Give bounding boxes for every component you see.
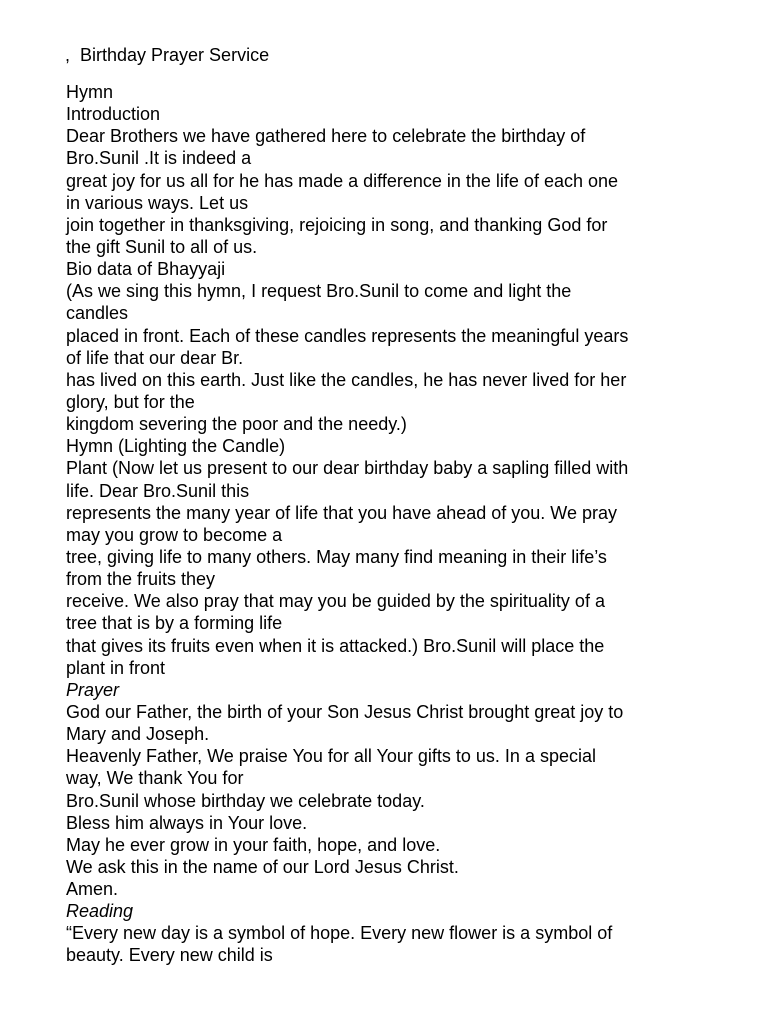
text-line: (As we sing this hymn, I request Bro.Sunil to come and light the — [66, 281, 572, 302]
text-line: God our Father, the birth of your Son Jesus Christ brought great joy to — [66, 701, 624, 722]
text-line: Bro.Sunil whose birthday we celebrate today. — [66, 790, 425, 811]
text-line: way, We thank You for — [66, 768, 244, 789]
text-line: may you grow to become a — [66, 524, 283, 545]
text-line: Hymn (Lighting the Candle) — [66, 436, 286, 457]
text-line: has lived on this earth. Just like the candles, he has never lived for her — [66, 369, 627, 390]
text-line: receive. We also pray that may you be guided by the spirituality of a — [66, 591, 605, 612]
text-line: life. Dear Bro.Sunil this — [66, 480, 250, 501]
text-line: kingdom severing the poor and the needy.) — [66, 414, 407, 435]
text-line: from the fruits they — [66, 569, 216, 590]
text-line: Bio data of Bhayyaji — [66, 259, 226, 280]
text-line: great joy for us all for he has made a difference in the life of each one — [66, 170, 619, 191]
text-line: the gift Sunil to all of us. — [66, 236, 258, 257]
text-line: We ask this in the name of our Lord Jesus Christ. — [66, 856, 459, 877]
text-line: May he ever grow in your faith, hope, and love. — [66, 834, 441, 855]
text-line: “Every new day is a symbol of hope. Every new flower is a symbol of — [66, 923, 613, 944]
text-line: of life that our dear Br. — [66, 347, 244, 368]
text-line: tree, giving life to many others. May many find meaning in their life’s — [66, 546, 607, 567]
text-line: Heavenly Father, We praise You for all Your gifts to us. In a special — [66, 746, 596, 767]
text-line: Bless him always in Your love. — [66, 812, 308, 833]
text-line: candles — [66, 303, 129, 324]
text-line: placed in front. Each of these candles represents the meaningful years — [66, 325, 629, 346]
text-line: join together in thanksgiving, rejoicing in song, and thanking God for — [66, 214, 608, 235]
text-line: plant in front — [66, 657, 166, 678]
text-line: represents the many year of life that you have ahead of you. We pray — [66, 502, 617, 523]
text-line: Dear Brothers we have gathered here to celebrate the birthday of — [66, 126, 586, 147]
text-line: Hymn — [66, 82, 114, 102]
text-line: Mary and Joseph. — [66, 724, 210, 745]
text-line: tree that is by a forming life — [66, 613, 283, 634]
text-line: in various ways. Let us — [66, 192, 249, 213]
text-line: that gives its fruits even when it is attacked.) Bro.Sunil will place the — [66, 635, 605, 656]
text-line: beauty. Every new child is — [66, 945, 273, 966]
text-line: glory, but for the — [66, 391, 195, 412]
section-heading: Reading — [66, 901, 134, 922]
text-line: Bro.Sunil .It is indeed a — [66, 148, 252, 169]
section-heading: Prayer — [66, 679, 120, 700]
document-body — [66, 81, 756, 967]
text-line: Plant (Now let us present to our dear birthday baby a sapling filled with — [66, 458, 629, 479]
text-line: Amen. — [66, 879, 119, 900]
text-line: Introduction — [66, 104, 161, 125]
document-title: , Birthday Prayer Service — [65, 45, 270, 65]
